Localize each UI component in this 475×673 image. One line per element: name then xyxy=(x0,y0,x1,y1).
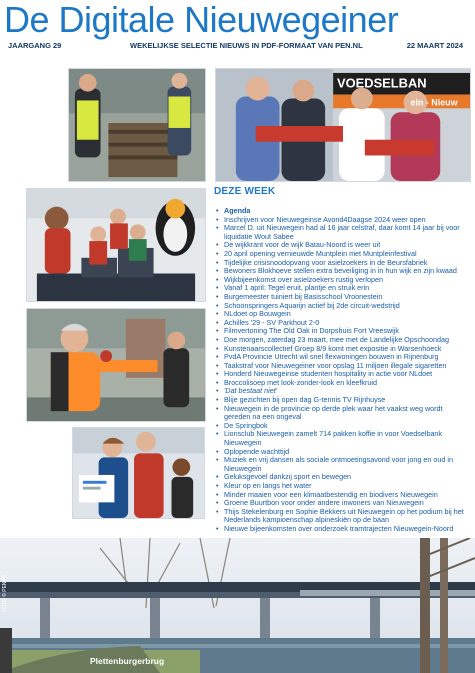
news-item[interactable]: • Nieuwegein in de provincie op derde plek waar het vaakst weg wordt gereden na een ongeval xyxy=(214,405,470,422)
photo-credit: FOTO © PEN.NL xyxy=(2,573,8,612)
news-item[interactable]: • Lionsclub Nieuwegein zamelt 714 pakken koffie in voor Voedselbank Nieuwegein xyxy=(214,430,470,447)
news-item[interactable]: • Marcel D. uit Nieuwegein had al 16 jaar celstraf, daar komt 14 jaar bij voor liquidatie Wout Sabee xyxy=(214,224,470,241)
news-item[interactable]: • Vanaf 1 april: Tegel eruit, plantje en struik erin xyxy=(214,284,470,293)
news-item[interactable]: • Groene Buurtbon voor onder andere inwoners van Nieuwegein xyxy=(214,499,470,508)
newsletter-title: De Digitale Nieuwegeiner xyxy=(4,0,399,40)
news-section xyxy=(214,186,470,534)
news-item[interactable]: • Oplopende wachttijd xyxy=(214,448,470,457)
banner-sub: ein - Nieuw xyxy=(410,97,458,108)
news-item[interactable]: • Filmvertoning The Old Oak in Dorpshuis Fort Vreeswijk xyxy=(214,327,470,336)
news-item[interactable]: • Honderd Nieuwegeinse studenten hospitality in actie voor NLdoet xyxy=(214,370,470,379)
news-item[interactable]: • 'Dat bestaat niet' xyxy=(214,387,470,396)
news-item[interactable]: • Kleur op en langs het water xyxy=(214,482,470,491)
news-item[interactable]: • Bewoners Blokhoeve stellen extra beveiliging in in hun wijk en zijn kwaad xyxy=(214,267,470,276)
news-item[interactable]: • Thijs Stekelenburg en Sophie Bekkers uit Nieuwegein op het podium bij het Nederlands kampioenschap alpineskiën op de baan xyxy=(214,508,470,525)
news-item[interactable]: • Taakstraf voor Nieuwegeiner voor opslag 11 miljoen illegale sigaretten xyxy=(214,362,470,371)
news-item[interactable]: • Muziek en vrij dansen als sociale ontmoetingsavond voor jong en oud in Nieuwegein xyxy=(214,456,470,473)
photo-bridge xyxy=(0,538,475,673)
news-item[interactable]: • Nieuwe bijeenkomsten over onderzoek tramtrajecten Nieuwegein-Noord xyxy=(214,525,470,534)
photo-voedselbank xyxy=(215,68,471,182)
bridge-caption: Plettenburgerbrug xyxy=(90,656,165,666)
masthead xyxy=(0,0,475,66)
photo-certificate xyxy=(72,427,205,519)
news-item[interactable]: • PvdA Provincie Utrecht wil snel flexwoningen bouwen in Rijnenburg xyxy=(214,353,470,362)
news-item[interactable]: • Blije gezichten bij open dag G-tennis TV Rijnhuyse xyxy=(214,396,470,405)
news-item[interactable]: • Burgemeester tuiniert bij Basisschool Vroonestein xyxy=(214,293,470,302)
section-title: DEZE WEEK xyxy=(214,186,276,197)
news-item[interactable]: • Kunstenaarscollectief Groep 8/9 komt met expositie in Warsenhoeck xyxy=(214,345,470,354)
news-item[interactable]: • De Springbok xyxy=(214,422,470,431)
news-item[interactable]: • Agenda xyxy=(214,207,470,216)
photo-volunteers xyxy=(68,68,206,182)
photo-podium xyxy=(26,188,206,302)
news-item[interactable]: • Inschrijven voor Nieuwegeinse Avond4Daagse 2024 weer open xyxy=(214,216,470,225)
news-item[interactable]: • Schoonspringers Aquarijn actief bij 2de circuit-wedstrijd xyxy=(214,302,470,311)
subtitle-label: WEKELIJKSE SELECTIE NIEUWS IN PDF-FORMAAT VAN PEN.NL xyxy=(130,41,363,50)
banner-text: VOEDSELBAN xyxy=(337,75,427,91)
news-list xyxy=(214,207,470,534)
issue-date: 22 MAART 2024 xyxy=(406,41,463,50)
news-item[interactable]: • NLdoet op Bouwgein xyxy=(214,310,470,319)
news-item[interactable]: • Tijdelijke crisisnoodopvang voor asielzoekers in de Beursfabriek xyxy=(214,259,470,268)
photo-orange-vest xyxy=(26,308,206,422)
volume-label: JAARGANG 29 xyxy=(8,41,62,50)
news-item[interactable]: • 20 april opening vernieuwde Muntplein met Muntpleinfestival xyxy=(214,250,470,259)
news-item[interactable]: • De wijkkrant voor de wijk Batau-Noord is weer uit xyxy=(214,241,470,250)
news-item[interactable]: • Achilles '29 - SV Parkhout 2-0 xyxy=(214,319,470,328)
news-item[interactable]: • Doe morgen, zaterdag 23 maart, mee met de Landelijke Opschoondag xyxy=(214,336,470,345)
news-item[interactable]: • Wijkbijeenkomst over asielzoekers rustig verlopen xyxy=(214,276,470,285)
news-item[interactable]: • Broccolisoep met look-zonder-look en kleefkruid xyxy=(214,379,470,388)
news-item[interactable]: • Geluksgevoel dankzij sport en bewegen xyxy=(214,473,470,482)
news-item[interactable]: • Minder maaien voor een klimaatbestendig en biodivers Nieuwegein xyxy=(214,491,470,500)
